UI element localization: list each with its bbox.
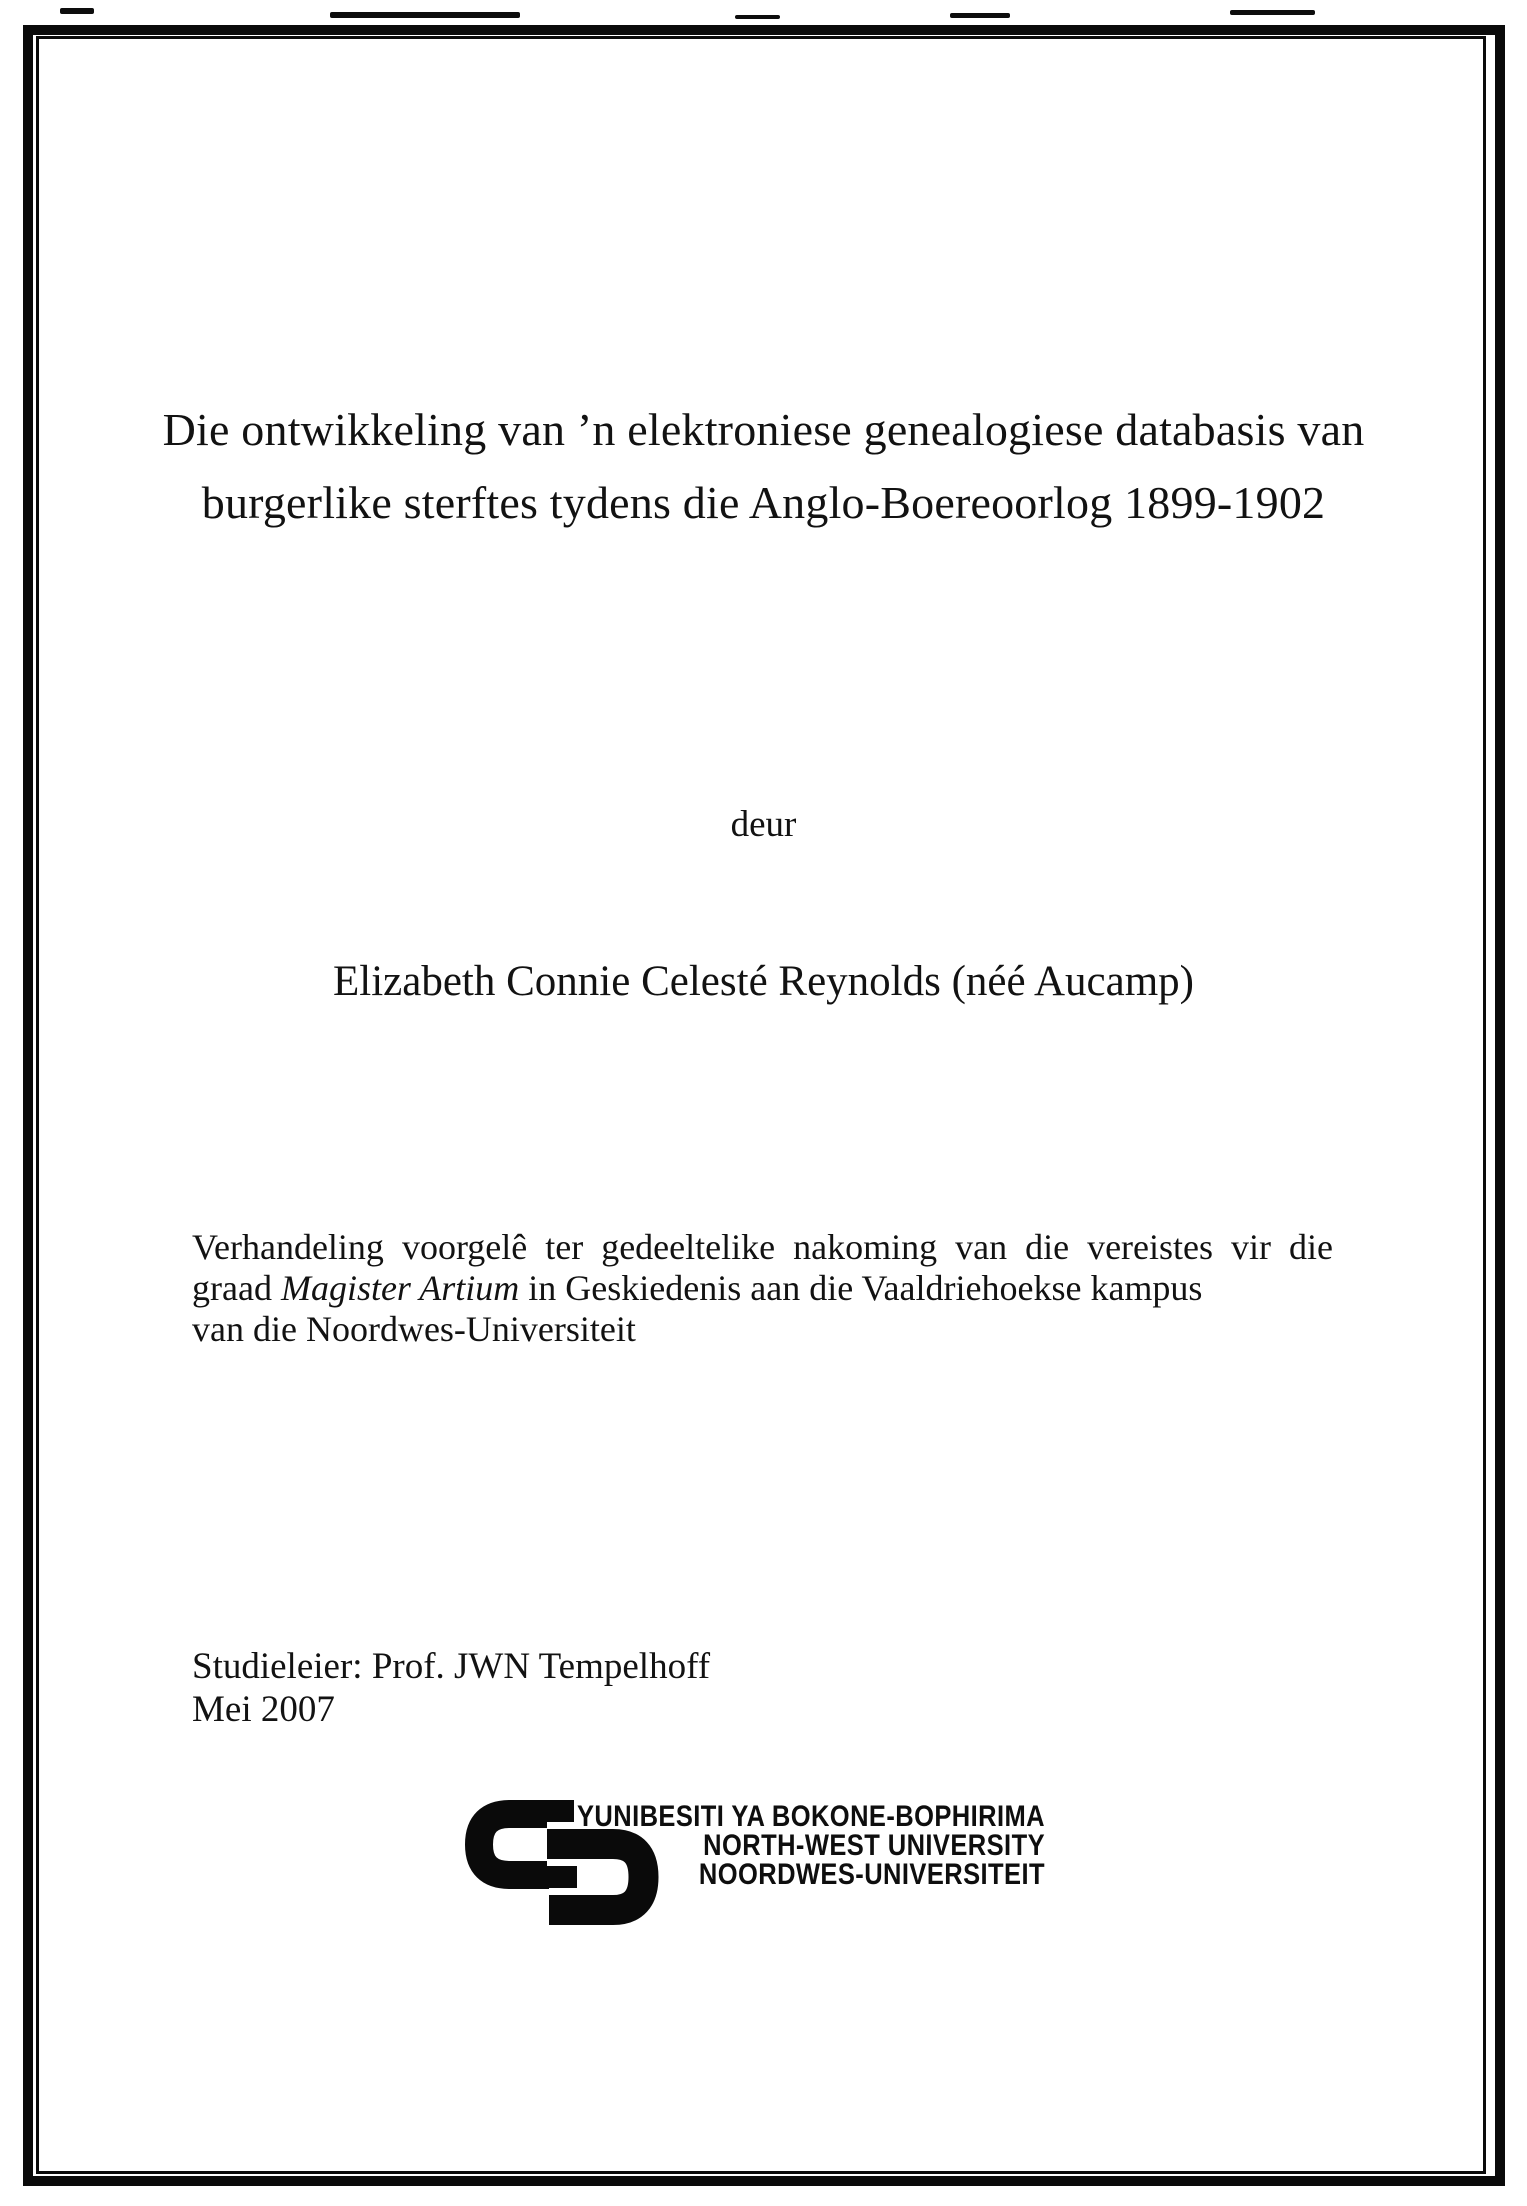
submission-line-1: Verhandeling voorgelê ter gedeeltelike nakoming van die vereistes vir die — [192, 1227, 1333, 1267]
scan-artifact — [735, 15, 780, 19]
byline-deur: deur — [730, 804, 797, 845]
scan-artifact — [60, 8, 94, 14]
thesis-title-line-1: Die ontwikkeling van ’n elektroniese genealogiese databasis van — [162, 404, 1365, 455]
supervisor-line: Studieleier: Prof. JWN Tempelhoff — [192, 1646, 711, 1687]
scan-artifact — [950, 13, 1010, 18]
supervisor-block — [192, 1645, 710, 1731]
university-logo-wordmark — [569, 1802, 1045, 1889]
scan-artifact — [330, 12, 520, 18]
logo-line-english: NORTH-WEST UNIVERSITY — [703, 1829, 1045, 1862]
date-line: Mei 2007 — [192, 1689, 335, 1730]
thesis-title-line-2: burgerlike sterftes tydens die Anglo-Boereoorlog 1899-1902 — [201, 477, 1326, 528]
submission-line-2-suffix: in Geskiedenis aan die Vaaldriehoekse kampus — [519, 1268, 1203, 1308]
degree-name-italic: Magister Artium — [280, 1268, 520, 1308]
submission-line-2-prefix: graad — [192, 1268, 281, 1308]
author-name: Elizabeth Connie Celesté Reynolds (néé Aucamp) — [333, 958, 1194, 1005]
submission-statement — [192, 1227, 1333, 1350]
logo-line-setswana: YUNIBESITI YA BOKONE-BOPHIRIMA — [576, 1800, 1045, 1833]
logo-line-afrikaans: NOORDWES-UNIVERSITEIT — [698, 1858, 1045, 1891]
submission-line-2 — [192, 1268, 1333, 1309]
scan-artifact — [1230, 10, 1315, 15]
submission-line-3: van die Noordwes-Universiteit — [192, 1309, 636, 1349]
